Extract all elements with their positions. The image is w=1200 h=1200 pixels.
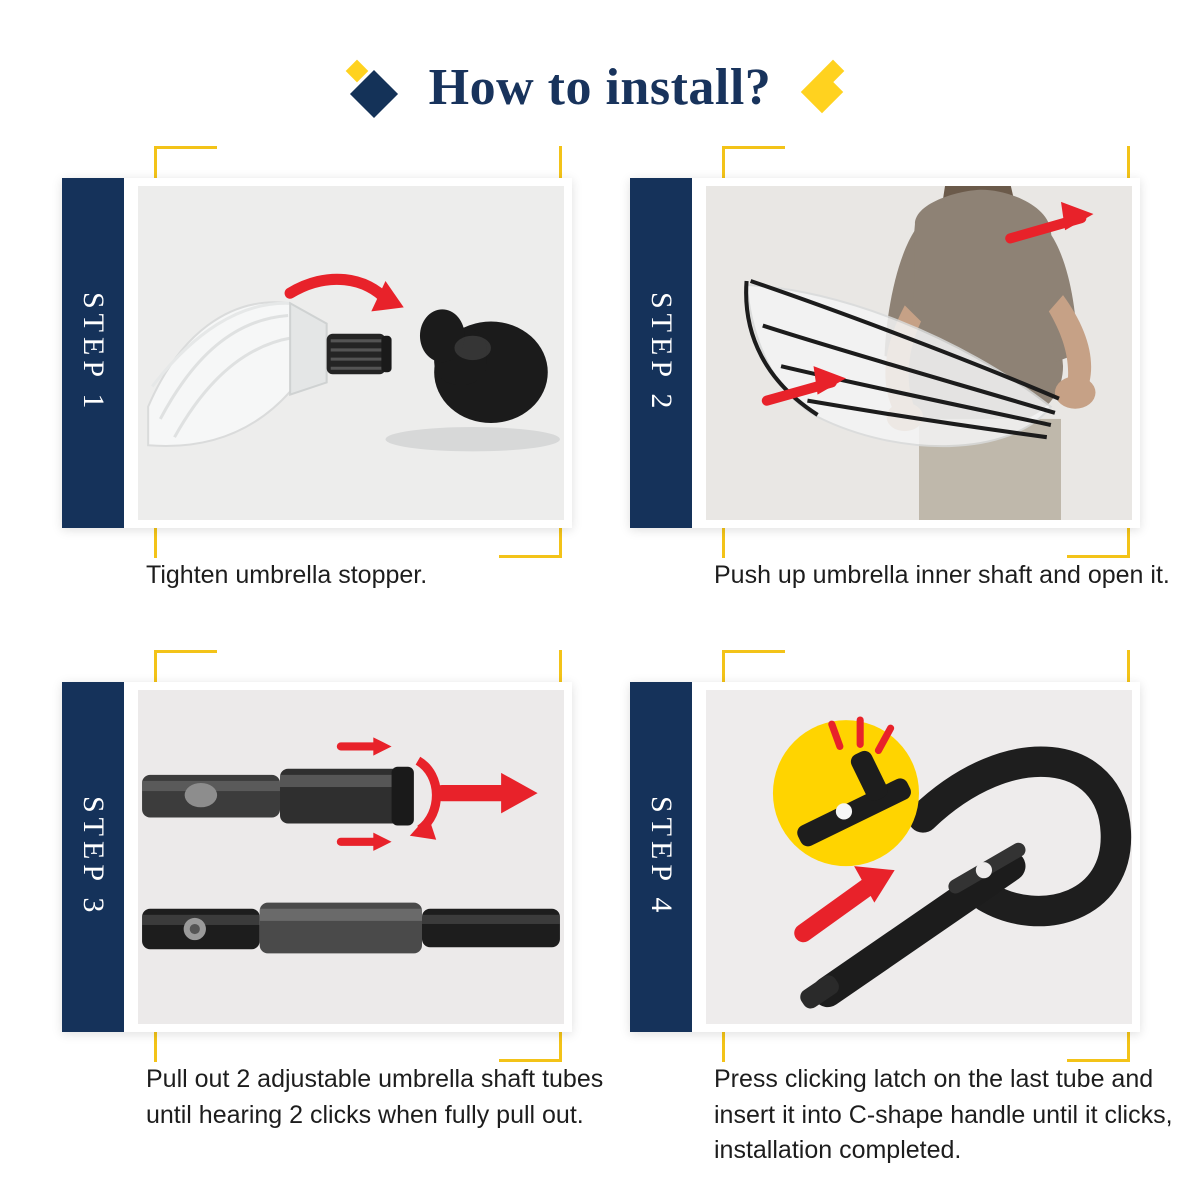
step-1-photo-block [62,178,572,528]
step-4-photo-block [630,682,1140,1032]
step-3-tab-label: STEP 3 [77,796,110,918]
step-1-photo [138,186,564,520]
step-4-image-alt [630,650,631,651]
step-4-caption: Press clicking latch on the last tube and insert it into C-shape handle until it clicks, installation completed. [714,1065,1173,1164]
step-3-illustration [138,690,564,1024]
step-3-photo-block [62,682,572,1032]
step-3-tab [62,682,124,1032]
step-2-tab-label: STEP 2 [645,292,678,414]
step-1-caption: Tighten umbrella stopper. [146,561,428,589]
step-2-photo-block [630,178,1140,528]
step-2-tab [630,178,692,528]
step-2-caption: Push up umbrella inner shaft and open it. [714,561,1170,589]
step-1-tab [62,178,124,528]
step-2-photo [706,186,1132,520]
step-1-illustration [138,186,564,520]
step-1-image-alt [62,146,63,147]
step-4-tab-label: STEP 4 [645,796,678,918]
step-2-illustration [706,186,1132,520]
step-4-photo [706,690,1132,1024]
title-decoration-left [349,57,403,117]
step-3-caption: Pull out 2 adjustable umbrella shaft tubes until hearing 2 clicks when fully pull out. [146,1065,604,1129]
page-title: How to install? [428,58,772,116]
step-1-tab-label: STEP 1 [77,292,110,414]
step-3-image-alt [62,650,63,651]
step-2-image-alt [630,146,631,147]
title-decoration-right [797,57,851,117]
page-title-row [0,48,1200,126]
step-3-photo [138,690,564,1024]
step-4-tab [630,682,692,1032]
step-4-illustration [706,690,1132,1024]
